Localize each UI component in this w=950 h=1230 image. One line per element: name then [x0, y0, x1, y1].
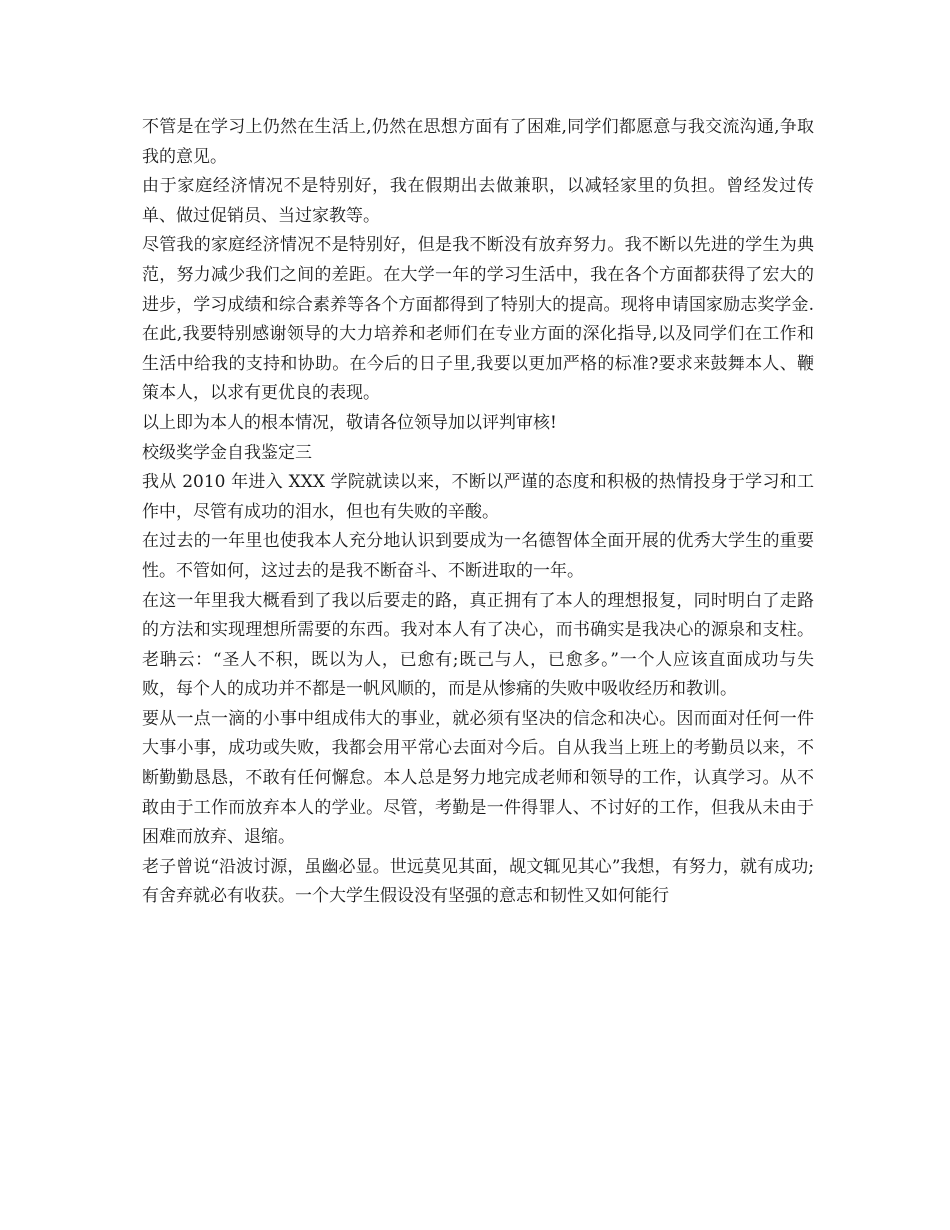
document-body [142, 113, 814, 912]
paragraph: 老子曾说“沿波讨源，虽幽必显。世远莫见其面，觇文辄见其心”我想，有努力，就有成功;有舍弃就必有收获。一个大学生假设没有坚强的意志和韧性又如何能行 [142, 856, 814, 907]
paragraph: 我从 2010 年进入 XXX 学院就读以来，不断以严谨的态度和积极的热情投身于学习和工作中，尽管有成功的泪水，但也有失败的辛酸。 [142, 472, 814, 522]
paragraph: 由于家庭经济情况不是特别好，我在假期出去做兼职，以减轻家里的负担。曾经发过传单、做过促销员、当过家教等。 [142, 176, 814, 226]
paragraph: 在这一年里我大概看到了我以后要走的路，真正拥有了本人的理想报复，同时明白了走路的方法和实现理想所需要的东西。我对本人有了决心，而书确实是我决心的源泉和支柱。老聃云：“圣人不积，既以为人，已愈有;既己与人，已愈多。”一个人应该直面成功与失败，每个人的成功并不都是一帆风顺的，而是从惨痛的失败中吸收经历和教训。 [142, 590, 814, 700]
paragraph: 不管是在学习上仍然在生活上,仍然在思想方面有了困难,同学们都愿意与我交流沟通,争取我的意见。 [142, 117, 814, 167]
section-heading: 校级奖学金自我鉴定三 [142, 442, 312, 463]
paragraph: 以上即为本人的根本情况，敬请各位领导加以评判审核! [142, 412, 557, 433]
paragraph: 尽管我的家庭经济情况不是特别好，但是我不断没有放弃努力。我不断以先进的学生为典范，努力减少我们之间的差距。在大学一年的学习生活中，我在各个方面都获得了宏大的进步，学习成绩和综合素养等各个方面都得到了特别大的提高。现将申请国家励志奖学金.在此,我要特别感谢领导的大力培养和老师们在专业方面的深化指导,以及同学们在工作和生活中给我的支持和协助。在今后的日子里,我要以更加严格的标准?要求来鼓舞本人、鞭策本人，以求有更优良的表现。 [142, 235, 814, 404]
paragraph: 在过去的一年里也使我本人充分地认识到要成为一名德智体全面开展的优秀大学生的重要性。不管如何，这过去的是我不断奋斗、不断进取的一年。 [142, 531, 814, 581]
paragraph: 要从一点一滴的小事中组成伟大的事业，就必须有坚决的信念和决心。因而面对任何一件大事小事，成功或失败，我都会用平常心去面对今后。自从我当上班上的考勤员以来，不断勤勤恳恳，不敢有任何懈怠。本人总是努力地完成老师和领导的工作，认真学习。从不敢由于工作而放弃本人的学业。尽管，考勤是一件得罪人、不讨好的工作，但我从未由于困难而放弃、退缩。 [142, 708, 814, 848]
